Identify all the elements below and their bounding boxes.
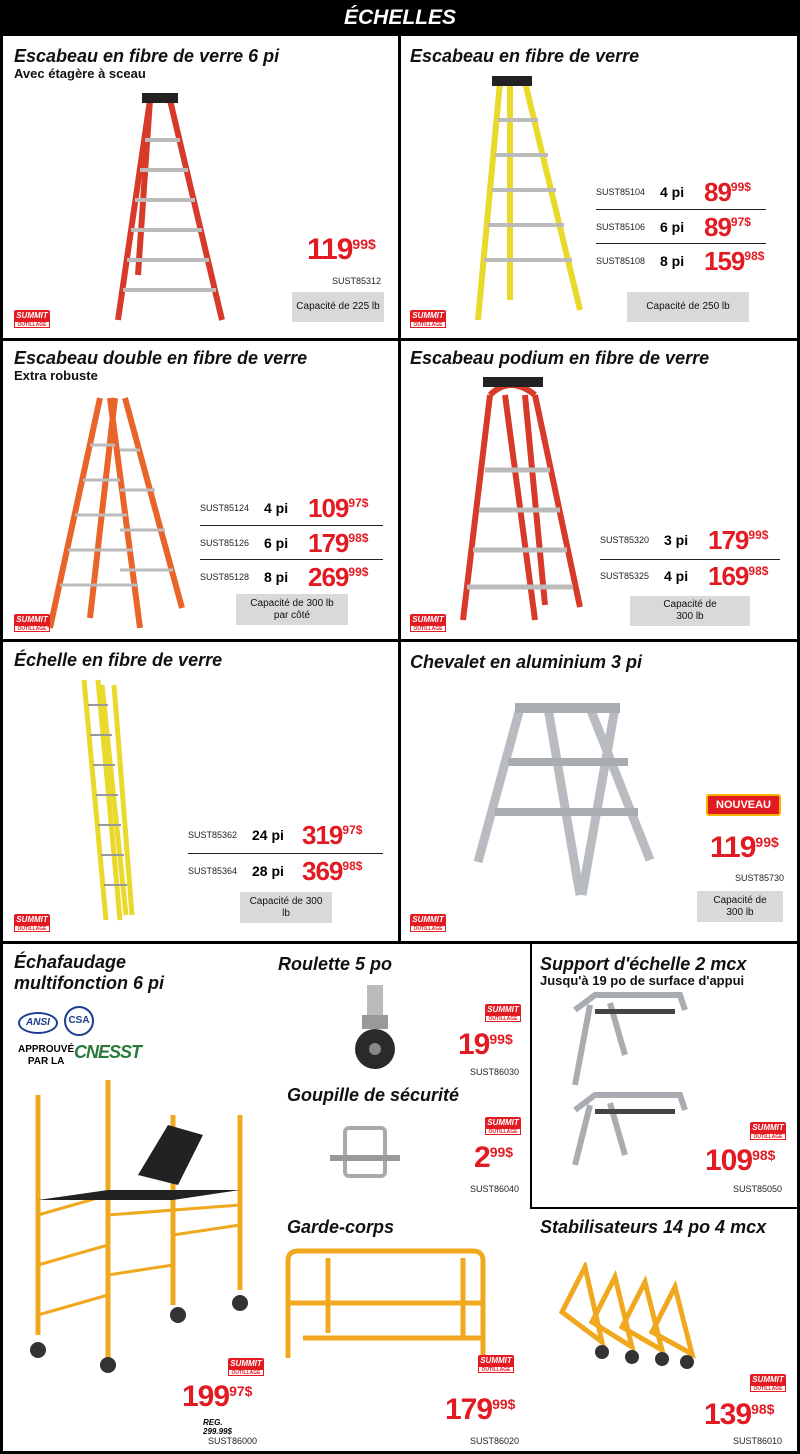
price: 19997$ bbox=[182, 1380, 253, 1413]
price-row: SUST85106 6 pi $89^{97\$}$ bbox=[596, 210, 766, 244]
product-title: Chevalet en aluminium 3 pi bbox=[410, 652, 643, 672]
price-row: SUST85124 4 pi $109^{97\$}$ bbox=[200, 490, 383, 526]
cnesst-logo: CNESST bbox=[74, 1042, 142, 1062]
sku: SUST86040 bbox=[470, 1184, 520, 1194]
divider bbox=[530, 941, 532, 1209]
scaffold-image bbox=[18, 1075, 250, 1375]
price: 13998$ bbox=[704, 1398, 775, 1431]
summit-logo: SUMMIT OUTILLAGE bbox=[14, 310, 50, 330]
approved-label: APPROUVÉ PAR LA bbox=[18, 1044, 75, 1067]
ladder-image bbox=[40, 390, 190, 635]
summit-logo: SUMMIT OUTILLAGE bbox=[14, 614, 50, 634]
regular-price: REG. 299.99$ bbox=[203, 1418, 232, 1436]
sku: SUST86000 bbox=[208, 1436, 258, 1446]
product-title: Support d'échelle 2 mcx bbox=[540, 954, 747, 974]
summit-logo: SUMMIT OUTILLAGE bbox=[478, 1355, 514, 1375]
ladder-image bbox=[455, 375, 585, 625]
divider bbox=[0, 639, 800, 642]
summit-logo: SUMMIT OUTILLAGE bbox=[410, 310, 446, 330]
ladder-image bbox=[78, 675, 138, 925]
divider bbox=[530, 1207, 800, 1209]
summit-logo: SUMMIT OUTILLAGE bbox=[750, 1374, 786, 1394]
ansi-logo: ANSI bbox=[18, 1012, 58, 1034]
ladder-standoff-image bbox=[565, 985, 695, 1170]
caster-image bbox=[340, 983, 410, 1073]
product-title: Goupille de sécurité bbox=[287, 1085, 460, 1105]
sku: SUST86020 bbox=[470, 1436, 520, 1446]
summit-logo: SUMMIT OUTILLAGE bbox=[410, 914, 446, 934]
price: 10998$ bbox=[705, 1144, 776, 1177]
price-row: SUST85126 6 pi $179^{98\$}$ bbox=[200, 526, 383, 560]
price-row: SUST85128 8 pi $269^{99\$}$ bbox=[200, 562, 369, 592]
stabilizers-image bbox=[557, 1262, 697, 1372]
new-badge: NOUVEAU bbox=[706, 794, 781, 816]
capacity-badge: Capacité de 300 lb bbox=[697, 891, 783, 922]
price: 11999$ bbox=[307, 233, 376, 266]
product-title: Garde-corps bbox=[287, 1217, 395, 1237]
product-title: Stabilisateurs 14 po 4 mcx bbox=[540, 1217, 767, 1237]
product-title: Escabeau podium en fibre de verre bbox=[410, 348, 710, 368]
product-title: Échelle en fibre de verre bbox=[14, 650, 223, 670]
product-title: Échafaudage bbox=[14, 952, 127, 972]
guardrail-image bbox=[283, 1243, 493, 1363]
price: 299$ bbox=[474, 1141, 514, 1174]
price-row: SUST85320 3 pi $179^{99\$}$ bbox=[600, 520, 780, 560]
summit-logo: SUMMIT OUTILLAGE bbox=[228, 1358, 264, 1378]
product-title: Escabeau en fibre de verre bbox=[410, 46, 640, 66]
capacity-badge: Capacité de 300 lb par côté bbox=[236, 594, 348, 625]
divider bbox=[398, 36, 401, 942]
divider bbox=[0, 941, 800, 944]
price-row: SUST85108 8 pi $159^{98\$}$ bbox=[596, 246, 765, 276]
sku: SUST85050 bbox=[733, 1184, 783, 1194]
sku: SUST85312 bbox=[332, 276, 382, 286]
divider bbox=[0, 338, 800, 341]
price-row: SUST85325 4 pi $169^{98\$}$ bbox=[600, 561, 769, 591]
sku: SUST86010 bbox=[733, 1436, 783, 1446]
summit-logo: SUMMIT OUTILLAGE bbox=[14, 914, 50, 934]
ladder-image bbox=[470, 70, 590, 325]
price-row: SUST85104 4 pi $89^{99\$}$ bbox=[596, 174, 766, 210]
csa-logo: CSA bbox=[64, 1006, 94, 1036]
price-row: SUST85362 24 pi $319^{97\$}$ bbox=[188, 816, 383, 854]
capacity-badge: Capacité de 250 lb bbox=[627, 292, 749, 322]
sku: SUST85730 bbox=[735, 873, 785, 883]
safety-pin-image bbox=[325, 1123, 405, 1183]
price: 1999$ bbox=[458, 1028, 513, 1061]
summit-logo: SUMMIT OUTILLAGE bbox=[750, 1122, 786, 1142]
capacity-badge: Capacité de 300 lb bbox=[630, 596, 750, 626]
summit-logo: SUMMIT OUTILLAGE bbox=[410, 614, 446, 634]
summit-logo: SUMMIT OUTILLAGE bbox=[485, 1117, 521, 1137]
product-title: multifonction 6 pi bbox=[14, 973, 164, 993]
price: 17999$ bbox=[445, 1393, 516, 1426]
product-subtitle: Extra robuste bbox=[14, 368, 98, 383]
capacity-badge: Capacité de 300 lb bbox=[240, 892, 332, 923]
capacity-badge: Capacité de 225 lb bbox=[292, 292, 384, 322]
product-subtitle: Avec étagère à sceau bbox=[14, 66, 146, 81]
product-subtitle: Jusqu'à 19 po de surface d'appui bbox=[540, 973, 745, 988]
price-row: SUST85364 28 pi $369^{98\$}$ bbox=[188, 856, 363, 886]
summit-logo: SUMMIT OUTILLAGE bbox=[485, 1004, 521, 1024]
page-title: ÉCHELLES bbox=[0, 0, 800, 36]
product-title: Escabeau en fibre de verre 6 pi bbox=[14, 46, 280, 66]
product-title: Roulette 5 po bbox=[278, 954, 393, 974]
product-title: Escabeau double en fibre de verre bbox=[14, 348, 308, 368]
ladder-image bbox=[110, 85, 230, 325]
trestle-image bbox=[470, 700, 660, 900]
price: 11999$ bbox=[710, 831, 779, 864]
sku: SUST86030 bbox=[470, 1067, 520, 1077]
